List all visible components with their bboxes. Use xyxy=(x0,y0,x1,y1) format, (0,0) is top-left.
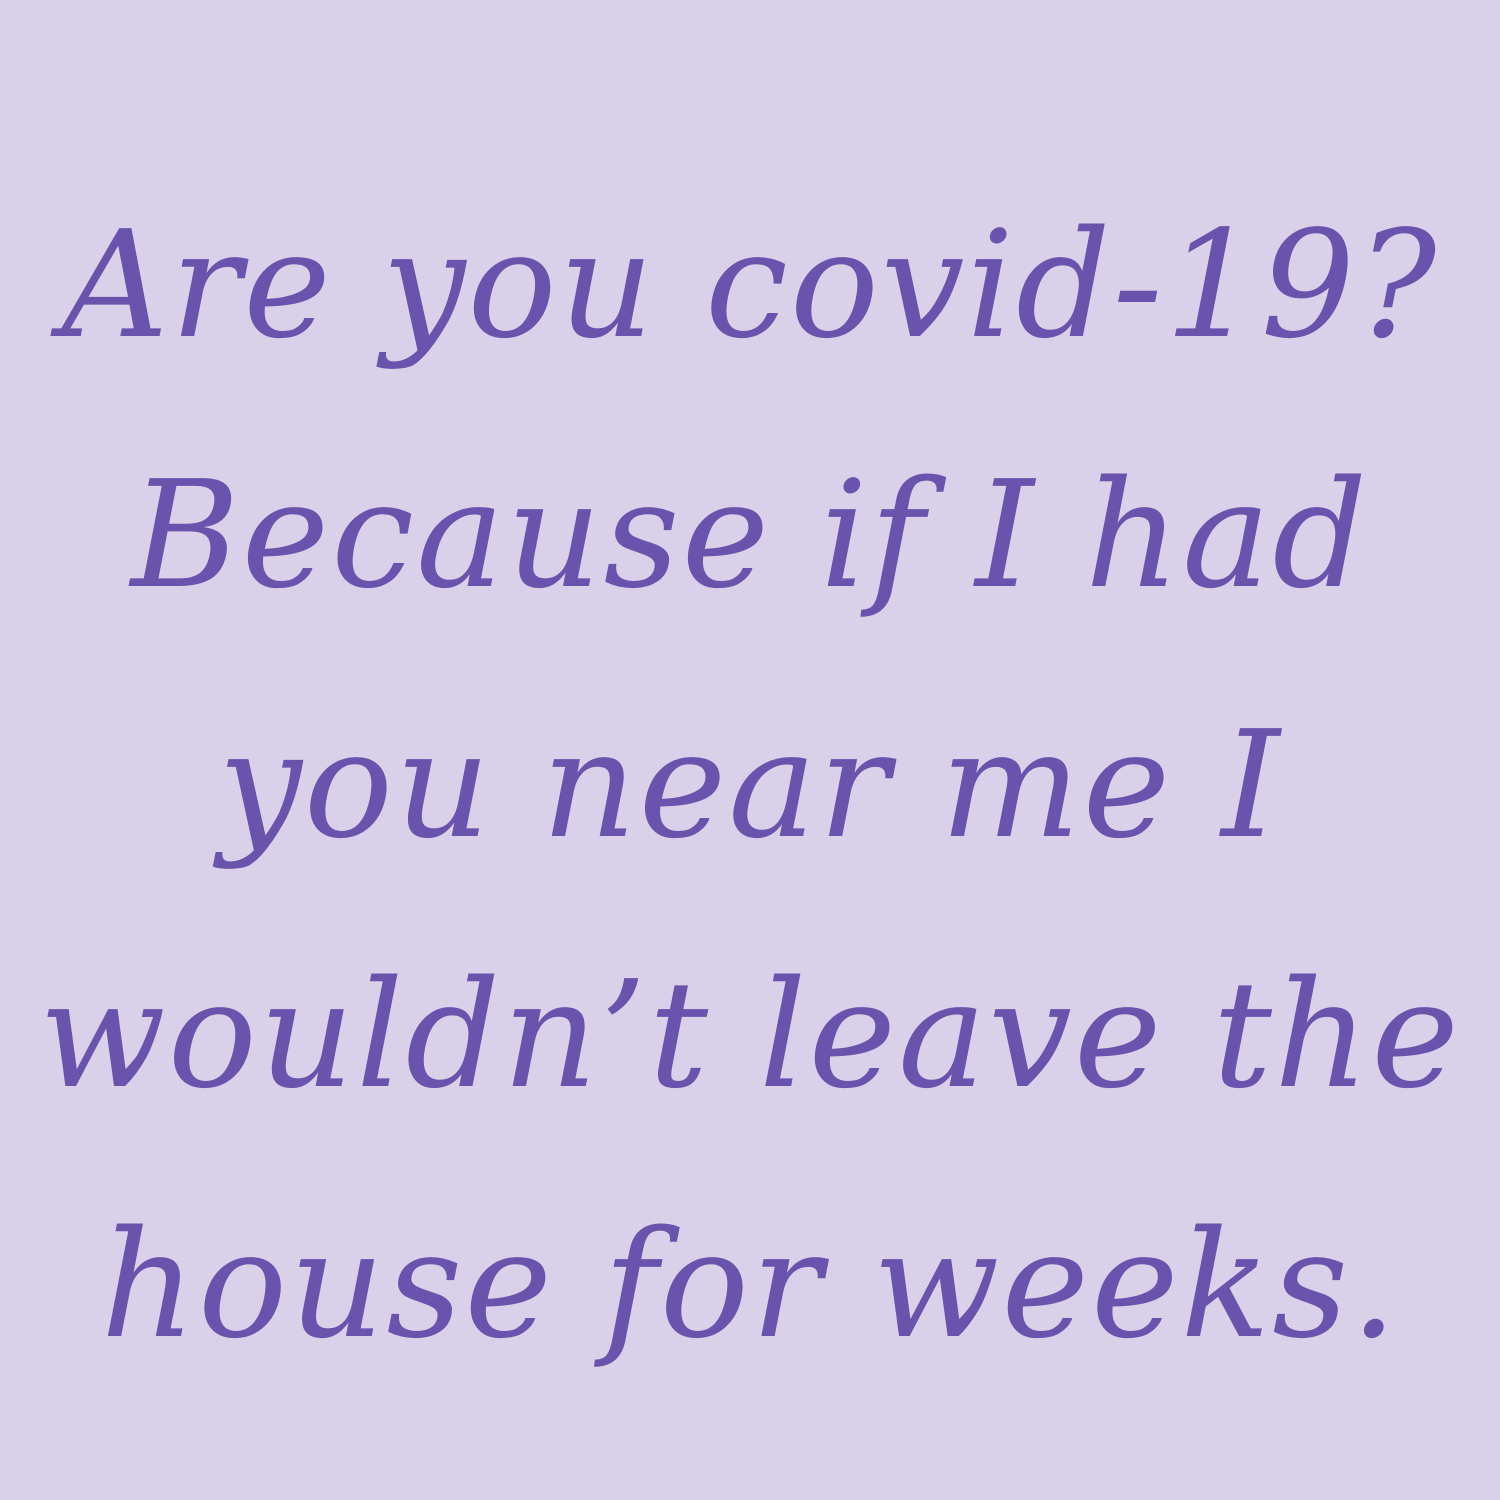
quote-line-1: Are you covid-19? xyxy=(61,199,1439,371)
quote-line-5: house for weeks. xyxy=(100,1199,1400,1371)
quote-line-2: Because if I had xyxy=(130,449,1370,621)
quote-line-4: wouldn’t leave the xyxy=(39,949,1461,1121)
quote-line-3: you near me I xyxy=(218,699,1282,871)
